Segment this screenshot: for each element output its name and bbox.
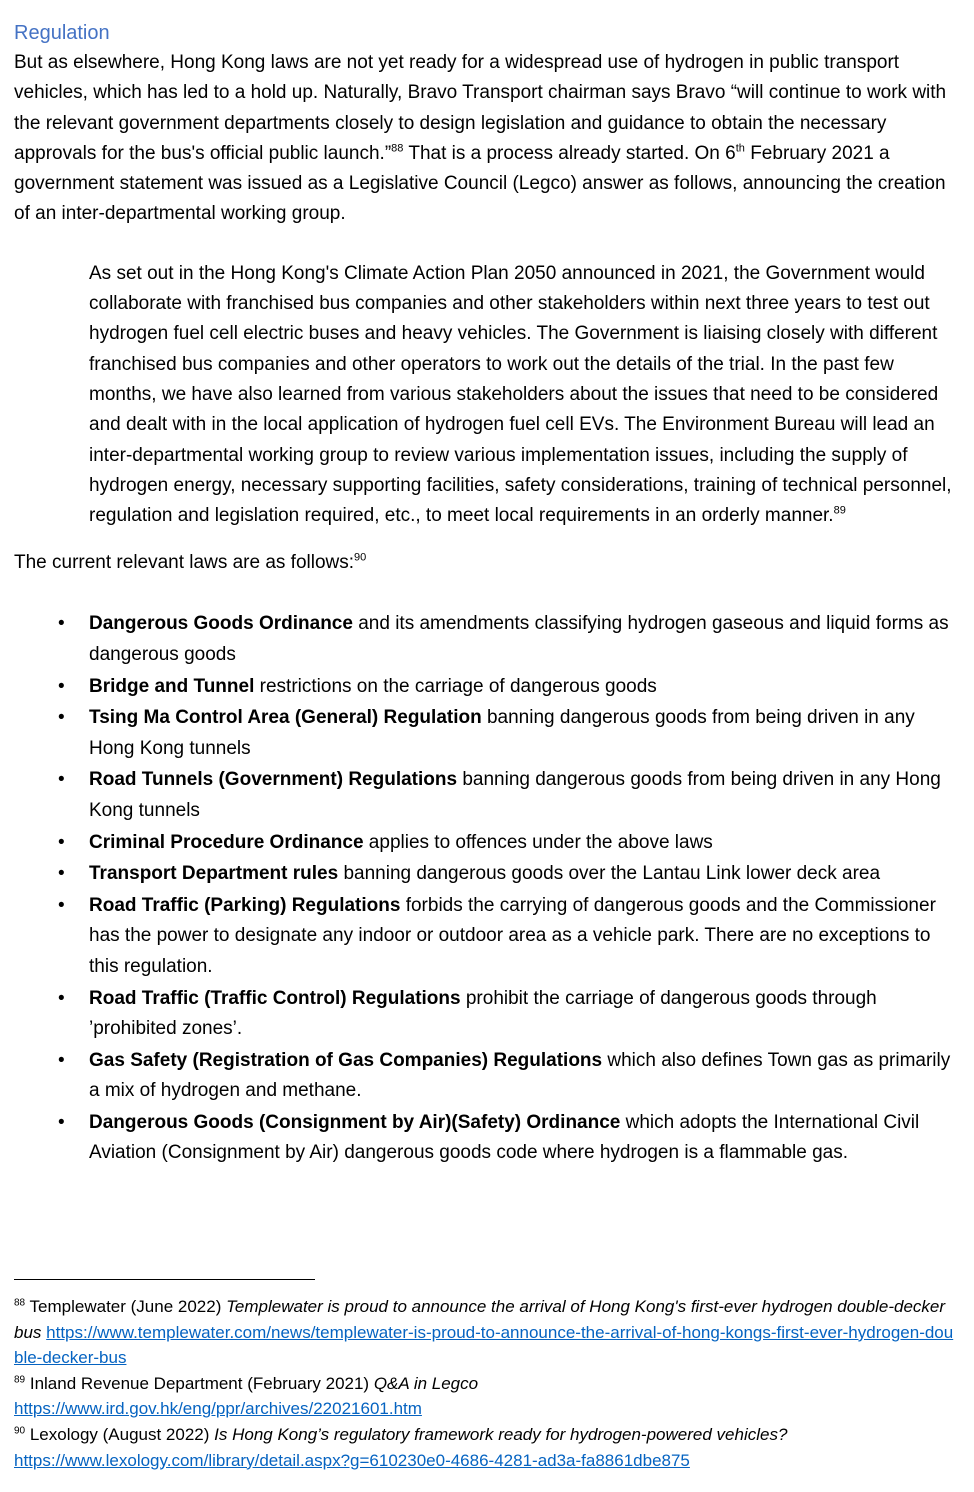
footnote-source: Inland Revenue Department (February 2021) bbox=[25, 1373, 374, 1393]
law-description: restrictions on the carriage of dangerous goods bbox=[254, 675, 657, 697]
bullet-icon: • bbox=[58, 863, 65, 885]
intro-text-part1: But as elsewhere, Hong Kong laws are not yet ready for a widespread use of hydrogen in public transport vehicles, which has led to a hold up. Naturally, Bravo Transport chairman says Bravo “will continue to work with the relevant government departments closely to design legislation and guidance to obtain the necessary approvals for the bus's official public launch.” bbox=[14, 52, 947, 164]
list-item bbox=[14, 828, 954, 858]
law-name: Road Traffic (Traffic Control) Regulations bbox=[89, 987, 461, 1009]
law-description: prohibit the carriage of dangerous goods through ’prohibited zones’. bbox=[89, 987, 877, 1039]
footnotes bbox=[14, 1294, 954, 1473]
list-item bbox=[14, 609, 954, 670]
bullet-icon: • bbox=[58, 1049, 65, 1071]
laws-intro bbox=[14, 548, 954, 578]
footnote-source: Templewater (June 2022) bbox=[25, 1297, 227, 1316]
law-name: Dangerous Goods (Consignment by Air)(Safety) Ordinance bbox=[89, 1111, 621, 1133]
law-description: and its amendments classifying hydrogen gaseous and liquid forms as dangerous goods bbox=[89, 613, 949, 665]
intro-text-part2: That is a process already started. On 6 bbox=[403, 142, 736, 164]
footnote-title: Q&A in Legco bbox=[373, 1373, 479, 1393]
list-item bbox=[14, 703, 954, 764]
footnote-separator bbox=[14, 1279, 315, 1280]
bullet-icon: • bbox=[58, 769, 65, 791]
footnote-89 bbox=[14, 1371, 954, 1422]
section-heading: Regulation bbox=[14, 22, 110, 44]
law-description: forbids the carrying of dangerous goods and the Commissioner has the power to designate any indoor or outdoor area as a vehicle park. There are no exceptions to this regulation. bbox=[89, 895, 936, 977]
bullet-icon: • bbox=[58, 987, 65, 1009]
footnote-number: 89 bbox=[14, 1374, 26, 1386]
footnote-source: Lexology (August 2022) bbox=[25, 1424, 215, 1444]
footnote-90 bbox=[14, 1422, 954, 1473]
bullet-icon: • bbox=[58, 831, 65, 853]
laws-list bbox=[14, 609, 954, 1168]
footnote-ref-88[interactable]: 88 bbox=[391, 142, 404, 155]
footnote-link[interactable]: https://www.templewater.com/news/templewater-is-proud-to-announce-the-arrival-of-hong-kongs-first-ever-hydrogen-double-decker-bus bbox=[14, 1322, 954, 1368]
footnote-number: 90 bbox=[14, 1425, 26, 1437]
list-item bbox=[14, 891, 954, 982]
bullet-icon: • bbox=[58, 613, 65, 635]
bullet-icon: • bbox=[58, 1111, 65, 1133]
law-name: Bridge and Tunnel bbox=[89, 675, 255, 697]
footnote-ref-89[interactable]: 89 bbox=[833, 504, 846, 517]
footnote-link[interactable]: https://www.ird.gov.hk/eng/ppr/archives/22021601.htm bbox=[14, 1399, 422, 1419]
bullet-icon: • bbox=[58, 895, 65, 917]
law-description: which adopts the International Civil Aviation (Consignment by Air) dangerous goods code where hydrogen is a flammable gas. bbox=[89, 1111, 920, 1163]
bullet-icon: • bbox=[58, 707, 65, 729]
law-description: which also defines Town gas as primarily a mix of hydrogen and methane. bbox=[89, 1049, 951, 1101]
bullet-icon: • bbox=[58, 675, 65, 697]
footnote-link[interactable]: https://www.lexology.com/library/detail.aspx?g=610230e0-4686-4281-ad3a-fa8861dbe875 bbox=[14, 1450, 690, 1470]
footnote-number: 88 bbox=[14, 1297, 26, 1309]
list-item bbox=[14, 1046, 954, 1107]
law-name: Tsing Ma Control Area (General) Regulation bbox=[89, 707, 482, 729]
ordinal-suffix: th bbox=[735, 142, 745, 155]
footnote-88 bbox=[14, 1294, 954, 1371]
list-item bbox=[14, 1108, 954, 1169]
law-name: Road Tunnels (Government) Regulations bbox=[89, 769, 458, 791]
footnote-title: Templewater is proud to announce the arrival of Hong Kong's first-ever hydrogen double-decker bus bbox=[14, 1297, 946, 1342]
footnote-title: Is Hong Kong’s regulatory framework ready for hydrogen-powered vehicles? bbox=[214, 1424, 788, 1444]
law-description: banning dangerous goods over the Lantau Link lower deck area bbox=[338, 863, 881, 885]
footnote-ref-90[interactable]: 90 bbox=[354, 552, 367, 565]
law-name: Gas Safety (Registration of Gas Companies) Regulations bbox=[89, 1049, 603, 1071]
intro-text-part3: February 2021 a government statement was issued as a Legislative Council (Legco) answer as follows, announcing the creation of an inter-departmental working group. bbox=[14, 142, 946, 225]
law-name: Road Traffic (Parking) Regulations bbox=[89, 895, 401, 917]
list-item bbox=[14, 672, 954, 702]
law-name: Criminal Procedure Ordinance bbox=[89, 831, 364, 853]
list-item bbox=[14, 765, 954, 826]
intro-paragraph bbox=[14, 48, 954, 230]
quote-text: As set out in the Hong Kong's Climate Action Plan 2050 announced in 2021, the Government would collaborate with franchised bus companies and other stakeholders within next three years to test out hydrogen fuel cell electric buses and heavy vehicles. The Government is liaising closely with different franchised bus companies and other operators to work out the details of the trial. In the past few months, we have also learned from various stakeholders about the issues that need to be considered and dealt with in the local application of hydrogen fuel cell EVs. The Environment Bureau will lead an inter-departmental working group to review various implementation issues, including the supply of hydrogen energy, necessary supporting facilities, safety considerations, training of technical personnel, regulation and legislation required, etc., to meet local requirements in an orderly manner. bbox=[89, 262, 952, 527]
law-name: Dangerous Goods Ordinance bbox=[89, 613, 353, 635]
list-item bbox=[14, 859, 954, 889]
block-quote bbox=[89, 259, 954, 532]
list-item bbox=[14, 984, 954, 1045]
law-description: banning dangerous goods from being driven in any Hong Kong tunnels bbox=[89, 769, 941, 821]
law-description: applies to offences under the above laws bbox=[363, 831, 713, 853]
law-description: banning dangerous goods from being driven in any Hong Kong tunnels bbox=[89, 707, 915, 759]
laws-intro-text: The current relevant laws are as follows: bbox=[14, 552, 355, 574]
law-name: Transport Department rules bbox=[89, 863, 339, 885]
